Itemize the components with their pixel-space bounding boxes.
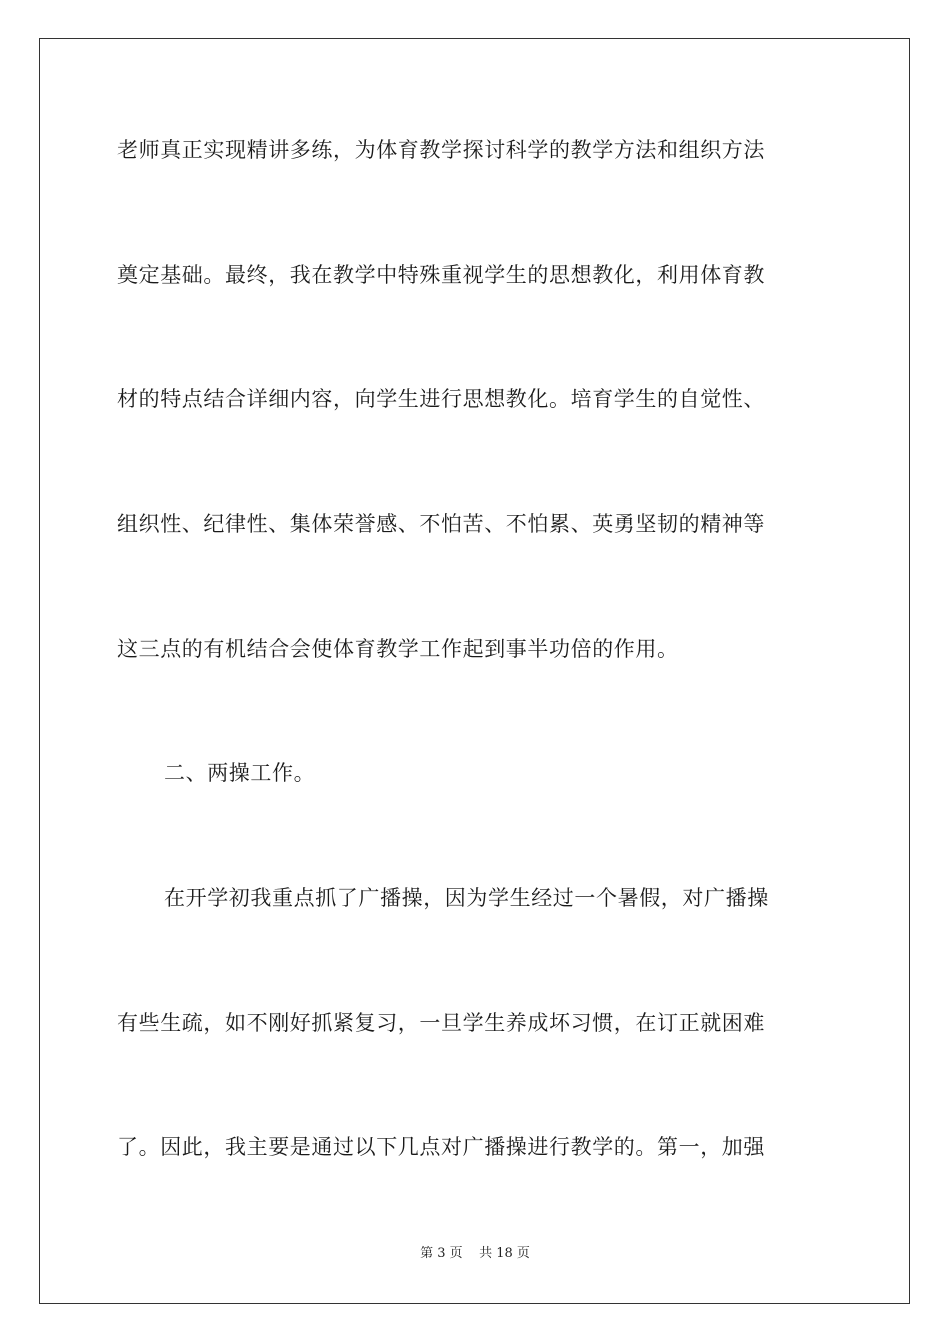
body-line-4: 组织性、纪律性、集体荣誉感、不怕苦、不怕累、英勇坚韧的精神等 [117,512,765,536]
body-line-1: 老师真正实现精讲多练，为体育教学探讨科学的教学方法和组织方法 [117,138,765,162]
body-line-2: 奠定基础。最终，我在教学中特殊重视学生的思想教化，利用体育教 [117,263,765,287]
body-line-9: 了。因此，我主要是通过以下几点对广播操进行教学的。第一，加强 [117,1135,765,1159]
section-heading: 二、两操工作。 [164,761,316,785]
body-line-3: 材的特点结合详细内容，向学生进行思想教化。培育学生的自觉性、 [117,387,765,411]
page-number-footer: 第 3 页 共 18 页 [420,1246,530,1261]
body-line-7: 在开学初我重点抓了广播操，因为学生经过一个暑假，对广播操 [164,886,769,910]
page-border [39,38,910,1304]
body-line-5: 这三点的有机结合会使体育教学工作起到事半功倍的作用。 [117,637,679,661]
body-line-8: 有些生疏，如不刚好抓紧复习，一旦学生养成坏习惯，在订正就困难 [117,1011,765,1035]
